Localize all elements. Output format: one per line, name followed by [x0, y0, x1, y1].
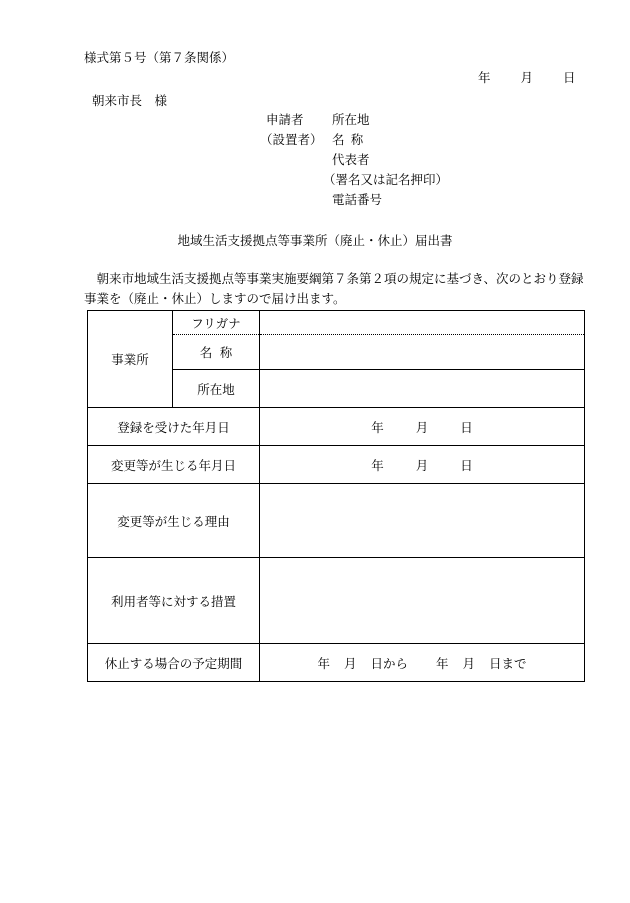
period-start-day: 日から [370, 655, 408, 671]
addressee: 朝来市長 様 [92, 93, 168, 108]
date-year: 年 [478, 70, 491, 85]
applicant-seal-note: （署名又は記名押印） [323, 172, 449, 187]
office-label: 事業所 [88, 311, 173, 408]
change-day-unit: 日 [460, 457, 473, 473]
period-end-month: 月 [462, 655, 476, 671]
office-location-label: 所在地 [173, 370, 260, 408]
registered-month-unit: 月 [415, 419, 429, 435]
change-year-unit: 年 [371, 457, 384, 473]
body-text: 朝来市地域生活支援拠点等事業実施要綱第７条第２項の規定に基づき、次のとおり登録事業を（廃止・休止）しますので届け出ます。 [84, 271, 584, 306]
applicant-address-label: 所在地 [332, 112, 370, 127]
registered-date-field[interactable] [260, 408, 585, 446]
furigana-label: フリガナ [173, 311, 260, 335]
user-measures-field[interactable] [260, 558, 585, 644]
registered-date-label: 登録を受けた年月日 [88, 408, 260, 446]
office-name-field[interactable] [260, 335, 585, 370]
period-start-year: 年 [317, 655, 330, 671]
registered-year-unit: 年 [371, 419, 384, 435]
notification-form-table [87, 310, 585, 682]
suspension-period-field[interactable] [260, 644, 585, 682]
form-number: 様式第５号（第７条関係） [84, 50, 235, 65]
period-end-day: 日まで [489, 655, 527, 671]
suspension-period-label: 休止する場合の予定期間 [88, 644, 260, 682]
applicant-phone-label: 電話番号 [332, 192, 383, 207]
period-start-month: 月 [343, 655, 357, 671]
change-date-field[interactable] [260, 446, 585, 484]
user-measures-label: 利用者等に対する措置 [88, 558, 260, 644]
applicant-role-label: 申請者 [266, 112, 304, 127]
date-month: 月 [520, 70, 534, 85]
document-title: 地域生活支援拠点等事業所（廃止・休止）届出書 [177, 233, 453, 248]
date-day: 日 [563, 70, 576, 85]
office-name-label: 名称 [173, 335, 260, 370]
submission-date [478, 70, 576, 86]
change-date-label: 変更等が生じる年月日 [88, 446, 260, 484]
applicant-representative-label: 代表者 [332, 152, 370, 167]
registered-day-unit: 日 [460, 419, 473, 435]
change-month-unit: 月 [415, 457, 429, 473]
change-reason-label: 変更等が生じる理由 [88, 484, 260, 558]
applicant-name-label: 名称 [332, 132, 370, 147]
installer-role-label: （設置者） [260, 132, 323, 147]
furigana-field[interactable] [260, 311, 585, 335]
change-reason-field[interactable] [260, 484, 585, 558]
office-location-field[interactable] [260, 370, 585, 408]
period-end-year: 年 [436, 655, 449, 671]
